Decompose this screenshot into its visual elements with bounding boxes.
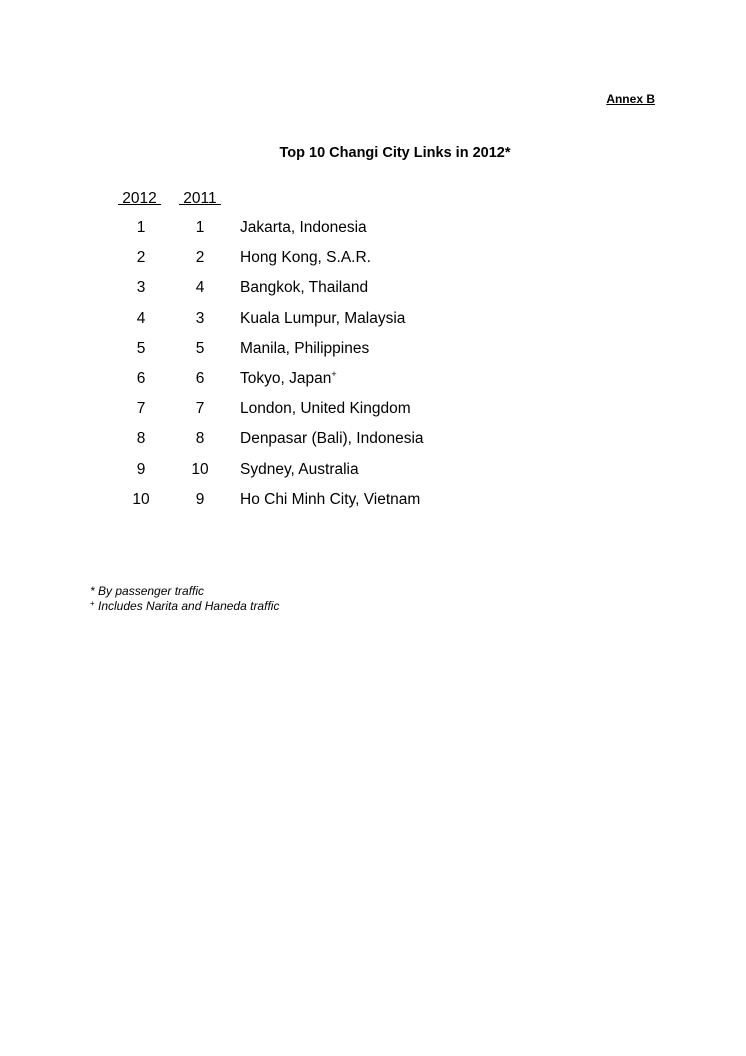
page-title: Top 10 Changi City Links in 2012* <box>279 145 511 161</box>
rank-2012: 1 <box>136 219 146 236</box>
table-row <box>118 310 538 330</box>
table-row <box>118 279 538 299</box>
annex-label: Annex B <box>606 92 655 106</box>
city-text: London, United Kingdom <box>240 400 411 418</box>
rank-2011: 4 <box>195 279 205 297</box>
city-name <box>240 461 359 479</box>
city-text: Kuala Lumpur, Malaysia <box>240 309 406 327</box>
rank-2012: 5 <box>136 339 146 357</box>
city-name <box>240 491 420 509</box>
footnotes <box>90 584 279 614</box>
table-row <box>118 370 538 390</box>
city-text: Hong Kong, S.A.R. <box>240 249 371 267</box>
rank-2011: 7 <box>195 400 205 418</box>
footnote <box>90 599 279 614</box>
footnote <box>90 584 279 599</box>
table-row <box>118 219 538 239</box>
rank-2011: 2 <box>195 249 205 267</box>
rank-2011: 10 <box>191 460 209 478</box>
city-text: Ho Chi Minh City, Vietnam <box>240 490 421 508</box>
footnote-text: * By passenger traffic <box>90 584 205 598</box>
table-row <box>118 400 538 420</box>
city-name <box>240 219 367 237</box>
city-name <box>240 400 411 418</box>
rank-2012: 10 <box>132 490 150 508</box>
footnote-mark: + <box>331 369 337 379</box>
table-row <box>118 340 538 360</box>
rank-2011: 8 <box>195 430 205 448</box>
city-name <box>240 310 405 328</box>
header-2012: 2012 <box>118 190 162 207</box>
city-text: Denpasar (Bali), Indonesia <box>240 430 424 448</box>
city-text: Manila, Philippines <box>240 339 370 357</box>
city-text: Sydney, Australia <box>240 460 359 478</box>
city-text: Jakarta, Indonesia <box>240 219 367 236</box>
rank-2011: 3 <box>195 309 205 327</box>
table-row <box>118 430 538 450</box>
table-row <box>118 491 538 511</box>
city-name <box>240 279 368 297</box>
rank-2012: 8 <box>136 430 146 448</box>
city-text: Tokyo, Japan <box>240 370 332 387</box>
rank-2012: 2 <box>136 249 146 267</box>
rank-2011: 1 <box>195 219 205 236</box>
rank-2012: 3 <box>136 279 146 297</box>
rank-2011: 9 <box>195 490 205 508</box>
city-name <box>240 430 424 448</box>
city-name <box>240 370 337 388</box>
table-row <box>118 249 538 269</box>
rank-2012: 6 <box>136 370 146 387</box>
rank-2012: 4 <box>136 309 146 327</box>
rank-2012: 7 <box>136 400 146 418</box>
header-2011: 2011 <box>179 190 221 207</box>
footnote-text: Includes Narita and Haneda traffic <box>94 599 280 613</box>
rank-2011: 5 <box>195 339 205 357</box>
table-row <box>118 461 538 481</box>
city-text: Bangkok, Thailand <box>240 279 369 297</box>
city-name <box>240 249 371 267</box>
rank-2012: 9 <box>136 460 146 478</box>
footnote-symbol: + <box>90 599 95 608</box>
city-name <box>240 340 369 358</box>
rank-2011: 6 <box>195 370 205 387</box>
